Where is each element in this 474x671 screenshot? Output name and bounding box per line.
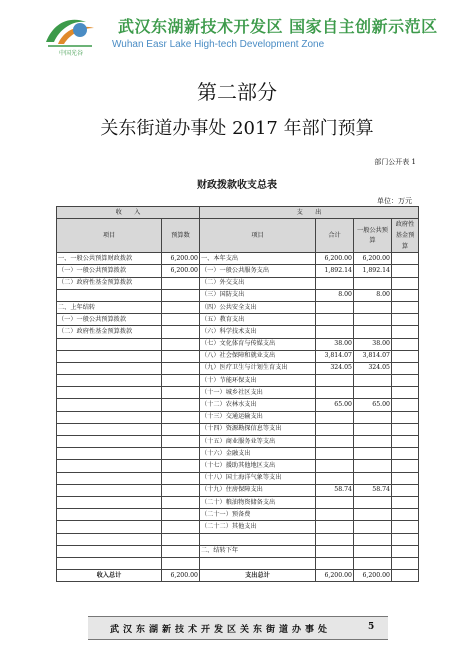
- expense-fund-cell: [392, 436, 419, 448]
- expense-general-cell: [354, 436, 392, 448]
- footer-bar: [88, 616, 388, 640]
- expense-total-cell: 6,200.00: [316, 253, 354, 265]
- table-row: [57, 350, 419, 362]
- expense-fund-cell: [392, 423, 419, 435]
- budget-table: [56, 206, 419, 582]
- table-row: [57, 484, 419, 496]
- expense-fund-cell: [392, 375, 419, 387]
- expense-general-cell: [354, 423, 392, 435]
- expense-fund-cell: [392, 326, 419, 338]
- expense-fund-cell: [392, 460, 419, 472]
- expense-total-cell: [316, 460, 354, 472]
- expense-general-cell: 58.74: [354, 484, 392, 496]
- income-value-cell: [162, 362, 200, 374]
- income-item-cell: [57, 411, 162, 423]
- expense-item-cell: （二）外交支出: [200, 277, 316, 289]
- table-row: [57, 460, 419, 472]
- income-value-cell: [162, 411, 200, 423]
- expense-fund-cell: [392, 509, 419, 521]
- col-general: 一般公共预算: [354, 219, 392, 253]
- banner-subtitle: Wuhan Easr Lake High-tech Development Zone: [112, 39, 325, 50]
- table-row: [57, 496, 419, 508]
- income-value-cell: [162, 509, 200, 521]
- income-value-cell: [162, 375, 200, 387]
- expense-fund-cell: [392, 533, 419, 545]
- expense-total-cell: [316, 557, 354, 569]
- expense-item-cell: （十九）住房保障支出: [200, 484, 316, 496]
- income-header: 收 入: [57, 207, 200, 219]
- income-item-cell: [57, 557, 162, 569]
- income-item-cell: （一）一般公共预算拨款: [57, 265, 162, 277]
- income-item-cell: [57, 362, 162, 374]
- income-item-cell: [57, 545, 162, 557]
- table-row: [57, 448, 419, 460]
- table-row: [57, 289, 419, 301]
- expense-total-cell: [316, 545, 354, 557]
- income-total-value: 6,200.00: [162, 570, 200, 582]
- expense-total-cell: [316, 326, 354, 338]
- table-row: [57, 557, 419, 569]
- expense-fund-cell: [392, 314, 419, 326]
- table-row: [57, 411, 419, 423]
- table-row: [57, 399, 419, 411]
- income-item-cell: [57, 521, 162, 533]
- expense-general-cell: [354, 545, 392, 557]
- income-item-cell: [57, 399, 162, 411]
- expense-item-cell: （九）医疗卫生与计划生育支出: [200, 362, 316, 374]
- expense-total-cell: [316, 472, 354, 484]
- table-row: [57, 521, 419, 533]
- expense-general-cell: [354, 521, 392, 533]
- document-title: 关东街道办事处 2017 年部门预算: [100, 118, 374, 139]
- expense-item-cell: [200, 533, 316, 545]
- expense-general-cell: 1,892.14: [354, 265, 392, 277]
- expense-general-cell: [354, 533, 392, 545]
- expense-total-cell: [316, 375, 354, 387]
- expense-item-cell: （六）科学技术支出: [200, 326, 316, 338]
- income-value-cell: [162, 533, 200, 545]
- expense-fund-cell: [392, 265, 419, 277]
- income-value-cell: [162, 545, 200, 557]
- expense-general-cell: 38.00: [354, 338, 392, 350]
- income-item-cell: [57, 350, 162, 362]
- expense-general-cell: 6,200.00: [354, 253, 392, 265]
- income-item-cell: （二）政府性基金预算拨款: [57, 277, 162, 289]
- income-item-cell: [57, 472, 162, 484]
- expense-general-cell: [354, 448, 392, 460]
- expense-item-cell: （四）公共安全支出: [200, 301, 316, 313]
- income-item-cell: [57, 375, 162, 387]
- income-value-cell: [162, 436, 200, 448]
- expense-general-cell: [354, 326, 392, 338]
- income-value-cell: [162, 496, 200, 508]
- expense-general-cell: 324.05: [354, 362, 392, 374]
- table-row: [57, 265, 419, 277]
- income-total-label: 收入总计: [57, 570, 162, 582]
- expense-fund-cell: [392, 289, 419, 301]
- expense-total-cell: [316, 387, 354, 399]
- income-item-cell: [57, 448, 162, 460]
- expense-fund-cell: [392, 338, 419, 350]
- table-row: [57, 423, 419, 435]
- expense-fund-cell: [392, 253, 419, 265]
- income-item-cell: [57, 387, 162, 399]
- expense-item-cell: （十一）城乡社区支出: [200, 387, 316, 399]
- footer-text: 武汉东湖新技术开发区关东街道办事处: [110, 625, 332, 635]
- totals-row: [57, 570, 419, 582]
- expense-fund-cell: [392, 521, 419, 533]
- expense-total-cell: [316, 521, 354, 533]
- table-row: [57, 472, 419, 484]
- income-value-cell: [162, 277, 200, 289]
- table-row: [57, 277, 419, 289]
- expense-general-cell: [354, 472, 392, 484]
- expense-fund-cell: [392, 387, 419, 399]
- expense-total-cell: 324.05: [316, 362, 354, 374]
- table-row: [57, 362, 419, 374]
- col-item-expense: 项目: [200, 219, 316, 253]
- expense-item-cell: （十三）交通运输支出: [200, 411, 316, 423]
- expense-item-cell: （二十）粮油物资储备支出: [200, 496, 316, 508]
- income-item-cell: [57, 423, 162, 435]
- expense-fund-cell: [392, 496, 419, 508]
- income-item-cell: [57, 338, 162, 350]
- optics-valley-logo: [40, 8, 102, 58]
- expense-item-cell: （二十二）其他支出: [200, 521, 316, 533]
- expense-total-cell: [316, 436, 354, 448]
- table-row: [57, 301, 419, 313]
- expense-general-cell: [354, 301, 392, 313]
- income-item-cell: 一、一般公共预算财政拨款: [57, 253, 162, 265]
- expense-item-cell: （十五）商业服务业等支出: [200, 436, 316, 448]
- income-item-cell: [57, 496, 162, 508]
- page-number: 5: [368, 622, 375, 632]
- banner-title: 武汉东湖新技术开发区 国家自主创新示范区: [118, 17, 438, 36]
- expense-item-cell: （十八）国土海洋气象等支出: [200, 472, 316, 484]
- expense-total-general: 6,200.00: [354, 570, 392, 582]
- expense-total-cell: [316, 423, 354, 435]
- income-value-cell: [162, 423, 200, 435]
- expense-fund-cell: [392, 277, 419, 289]
- expense-fund-cell: [392, 411, 419, 423]
- expense-item-cell: （十）节能环保支出: [200, 375, 316, 387]
- expense-item-cell: （七）文化体育与传媒支出: [200, 338, 316, 350]
- expense-fund-cell: [392, 362, 419, 374]
- income-value-cell: 6,200.00: [162, 253, 200, 265]
- income-value-cell: [162, 338, 200, 350]
- table-row: [57, 533, 419, 545]
- expense-total-cell: [316, 301, 354, 313]
- expense-total-fund: [392, 570, 419, 582]
- expense-item-cell: （五）教育支出: [200, 314, 316, 326]
- expense-fund-cell: [392, 350, 419, 362]
- expense-total-cell: [316, 496, 354, 508]
- income-item-cell: （二）政府性基金预算拨款: [57, 326, 162, 338]
- income-item-cell: 二、上年结转: [57, 301, 162, 313]
- expense-total-cell: [316, 533, 354, 545]
- income-value-cell: [162, 521, 200, 533]
- income-item-cell: [57, 533, 162, 545]
- expense-fund-cell: [392, 557, 419, 569]
- table-row: [57, 509, 419, 521]
- income-value-cell: [162, 350, 200, 362]
- expense-total-cell: [316, 411, 354, 423]
- income-value-cell: 6,200.00: [162, 265, 200, 277]
- income-value-cell: [162, 472, 200, 484]
- expense-item-cell: （十七）援助其他地区支出: [200, 460, 316, 472]
- expense-general-cell: 3,814.07: [354, 350, 392, 362]
- expense-fund-cell: [392, 484, 419, 496]
- income-item-cell: [57, 289, 162, 301]
- col-total: 合计: [316, 219, 354, 253]
- income-value-cell: [162, 301, 200, 313]
- expense-general-cell: [354, 496, 392, 508]
- expense-header: 支 出: [200, 207, 419, 219]
- expense-fund-cell: [392, 448, 419, 460]
- expense-total-label: 支出总计: [200, 570, 316, 582]
- expense-total-sum: 6,200.00: [316, 570, 354, 582]
- expense-total-cell: [316, 509, 354, 521]
- logo-text: 中国光谷: [58, 50, 84, 57]
- income-value-cell: [162, 387, 200, 399]
- expense-total-cell: 8.00: [316, 289, 354, 301]
- income-item-cell: [57, 460, 162, 472]
- expense-general-cell: 65.00: [354, 399, 392, 411]
- expense-general-cell: [354, 314, 392, 326]
- expense-general-cell: [354, 557, 392, 569]
- table-row: [57, 545, 419, 557]
- header-banner: [40, 8, 465, 58]
- part-heading: 第二部分: [197, 80, 277, 104]
- expense-item-cell: （二十一）预备费: [200, 509, 316, 521]
- expense-item-cell: （一）一般公共服务支出: [200, 265, 316, 277]
- table-number: 部门公开表 1: [374, 158, 416, 166]
- income-value-cell: [162, 448, 200, 460]
- income-value-cell: [162, 557, 200, 569]
- expense-item-cell: （三）国防支出: [200, 289, 316, 301]
- expense-item-cell: 一、本年支出: [200, 253, 316, 265]
- expense-general-cell: 8.00: [354, 289, 392, 301]
- table-row: [57, 326, 419, 338]
- expense-general-cell: [354, 460, 392, 472]
- expense-general-cell: [354, 387, 392, 399]
- table-row: [57, 375, 419, 387]
- expense-general-cell: [354, 375, 392, 387]
- expense-total-cell: 1,892.14: [316, 265, 354, 277]
- expense-item-cell: （八）社会保障和就业支出: [200, 350, 316, 362]
- table-row: [57, 436, 419, 448]
- expense-total-cell: 38.00: [316, 338, 354, 350]
- income-item-cell: （一）一般公共预算拨款: [57, 314, 162, 326]
- income-value-cell: [162, 289, 200, 301]
- unit-label: 单位：万元: [377, 197, 412, 205]
- col-fund: 政府性基金预算: [392, 219, 419, 253]
- expense-total-cell: [316, 448, 354, 460]
- expense-general-cell: [354, 411, 392, 423]
- expense-total-cell: 58.74: [316, 484, 354, 496]
- expense-item-cell: 二、结转下年: [200, 545, 316, 557]
- expense-general-cell: [354, 277, 392, 289]
- income-item-cell: [57, 484, 162, 496]
- income-item-cell: [57, 509, 162, 521]
- expense-total-cell: [316, 314, 354, 326]
- expense-general-cell: [354, 509, 392, 521]
- income-value-cell: [162, 326, 200, 338]
- expense-fund-cell: [392, 472, 419, 484]
- income-value-cell: [162, 460, 200, 472]
- col-item-income: 项目: [57, 219, 162, 253]
- expense-item-cell: （十二）农林水支出: [200, 399, 316, 411]
- income-value-cell: [162, 314, 200, 326]
- expense-fund-cell: [392, 301, 419, 313]
- expense-item-cell: [200, 557, 316, 569]
- income-item-cell: [57, 436, 162, 448]
- table-title: 财政拨款收支总表: [197, 180, 277, 191]
- expense-item-cell: （十六）金融支出: [200, 448, 316, 460]
- income-value-cell: [162, 399, 200, 411]
- expense-fund-cell: [392, 399, 419, 411]
- expense-total-cell: 3,814.07: [316, 350, 354, 362]
- expense-total-cell: 65.00: [316, 399, 354, 411]
- expense-fund-cell: [392, 545, 419, 557]
- expense-total-cell: [316, 277, 354, 289]
- expense-item-cell: （十四）资源勘探信息等支出: [200, 423, 316, 435]
- table-row: [57, 314, 419, 326]
- col-budget: 预算数: [162, 219, 200, 253]
- table-row: [57, 338, 419, 350]
- income-value-cell: [162, 484, 200, 496]
- table-row: [57, 253, 419, 265]
- table-row: [57, 387, 419, 399]
